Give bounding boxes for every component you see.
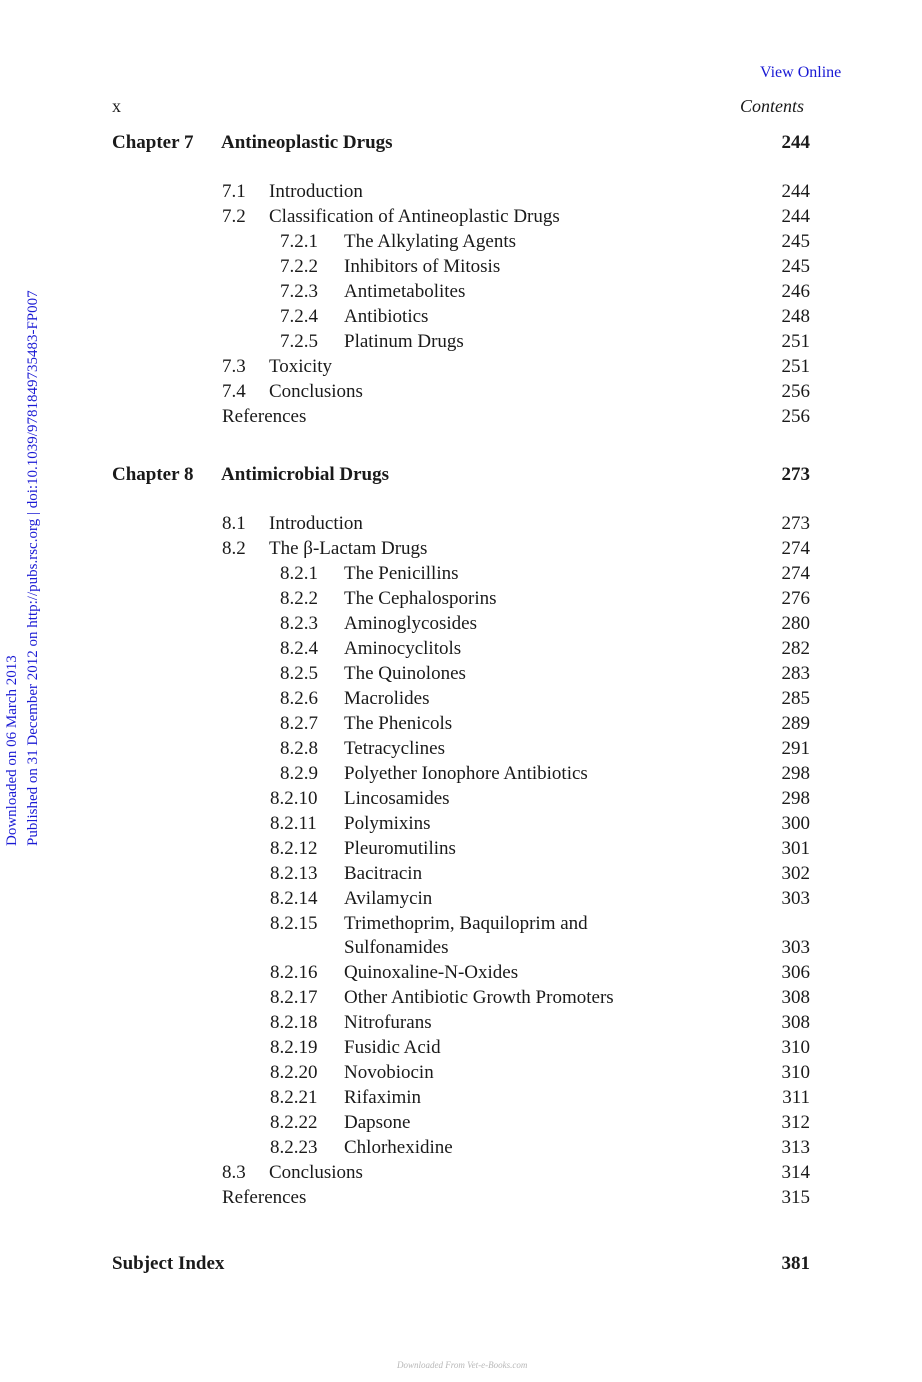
entry-title: The Penicillins [344, 562, 459, 584]
entry-title: Antimetabolites [344, 280, 466, 302]
toc-entry [0, 886, 922, 911]
running-head: Contents [740, 96, 805, 116]
entry-page: 315 [781, 1187, 810, 1209]
entry-page: 285 [781, 687, 810, 709]
toc-entry [0, 736, 922, 761]
entry-number: 7.2.4 [280, 305, 318, 327]
entry-title: The Phenicols [344, 712, 453, 734]
entry-number: 7.2.1 [280, 230, 318, 252]
entry-title: Nitrofurans [344, 1012, 432, 1034]
entry-number: 8.2.5 [280, 662, 318, 684]
toc-entry [0, 686, 922, 711]
entry-number: 8.2.21 [270, 1087, 318, 1109]
toc-entry [0, 661, 922, 686]
entry-number: 8.2.10 [270, 787, 318, 809]
view-online-link[interactable]: View Online [760, 64, 842, 81]
entry-page: 312 [781, 1112, 810, 1134]
entry-page: 291 [781, 737, 810, 759]
entry-page: 298 [781, 787, 810, 809]
entry-title: Polyether Ionophore Antibiotics [344, 762, 588, 784]
toc-entry [0, 179, 922, 204]
entry-title: The Quinolones [344, 662, 466, 684]
chapter-7-entries [0, 179, 922, 429]
toc-entry [0, 836, 922, 861]
chapter-label: Chapter 7 [112, 132, 194, 153]
entry-page: 301 [781, 837, 810, 859]
entry-title: Rifaximin [344, 1087, 422, 1109]
toc-entry [0, 1085, 922, 1110]
entry-title: The β-Lactam Drugs [269, 537, 428, 559]
entry-number: 8.2.20 [270, 1062, 318, 1084]
entry-number: 7.2 [222, 205, 246, 227]
toc-entry [0, 861, 922, 886]
entry-page: 300 [781, 812, 810, 834]
toc-entry-references [0, 404, 922, 429]
entry-number: 8.2 [222, 537, 246, 559]
entry-number: 7.3 [222, 355, 246, 377]
entry-number: 8.2.9 [280, 762, 318, 784]
entry-number: 7.4 [222, 380, 246, 402]
toc-entry [0, 611, 922, 636]
entry-page: 244 [781, 181, 810, 202]
entry-title: Macrolides [344, 687, 430, 709]
toc-entry [0, 536, 922, 561]
entry-title: Toxicity [269, 355, 333, 377]
toc-entry [0, 960, 922, 985]
entry-title: Platinum Drugs [344, 330, 464, 352]
entry-title: The Alkylating Agents [344, 230, 517, 252]
toc-entry [0, 254, 922, 279]
entry-number: 7.2.5 [280, 330, 318, 352]
entry-title: The Cephalosporins [344, 587, 497, 609]
entry-page: 256 [781, 405, 810, 427]
entry-number: 8.2.6 [280, 687, 318, 709]
chapter-8-entries [0, 511, 922, 1210]
toc-entry [0, 1010, 922, 1035]
entry-title: Quinoxaline-N-Oxides [344, 962, 519, 984]
chapter-7-heading [112, 130, 810, 155]
toc-entry-references [0, 1185, 922, 1210]
footer-watermark: Downloaded From Vet-e-Books.com [397, 1360, 528, 1370]
entry-page: 276 [781, 587, 810, 609]
entry-page: 303 [781, 887, 810, 909]
toc-entry [0, 204, 922, 229]
entry-number: 7.2.3 [280, 280, 318, 302]
page-number: x [112, 96, 121, 116]
entry-title: Sulfonamides [344, 937, 449, 959]
toc-entry [0, 1110, 922, 1135]
entry-page: 310 [781, 1037, 810, 1059]
entry-number: 7.1 [222, 181, 246, 202]
entry-page: 245 [781, 255, 810, 277]
entry-page: 280 [781, 612, 810, 634]
entry-page: 313 [781, 1137, 810, 1159]
toc-entry [0, 786, 922, 811]
entry-title: Introduction [269, 181, 363, 202]
entry-page: 274 [781, 562, 810, 584]
entry-title: Conclusions [269, 380, 363, 402]
toc-entry [0, 329, 922, 354]
entry-number: 8.3 [222, 1162, 246, 1184]
entry-title: Dapsone [344, 1112, 411, 1134]
entry-title: Lincosamides [344, 787, 450, 809]
subject-index-heading [112, 1251, 810, 1276]
toc-entry [0, 229, 922, 254]
entry-title: Chlorhexidine [344, 1137, 453, 1159]
entry-title: Conclusions [269, 1162, 363, 1184]
entry-page: 308 [781, 1012, 810, 1034]
entry-page: 282 [781, 637, 810, 659]
entry-title: Introduction [269, 513, 363, 534]
entry-title: Bacitracin [344, 862, 423, 884]
entry-title: Aminoglycosides [344, 612, 477, 634]
chapter-8-heading [112, 462, 810, 487]
entry-page: 273 [781, 513, 810, 534]
entry-page: 251 [781, 355, 810, 377]
entry-title: Classification of Antineoplastic Drugs [269, 205, 560, 227]
entry-title: Novobiocin [344, 1062, 434, 1084]
entry-title: Pleuromutilins [344, 837, 456, 859]
toc-entry [0, 586, 922, 611]
entry-number: 8.2.2 [280, 587, 318, 609]
entry-title: Avilamycin [344, 887, 433, 909]
toc-entry [0, 354, 922, 379]
entry-title: Trimethoprim, Baquiloprim and [344, 912, 588, 934]
toc-entry-continuation [0, 935, 922, 960]
entry-number: 8.2.3 [280, 612, 318, 634]
entry-page: 308 [781, 987, 810, 1009]
entry-page: 248 [781, 305, 810, 327]
chapter-page: 244 [781, 132, 810, 153]
toc-entry [0, 379, 922, 404]
entry-number: 8.2.12 [270, 837, 318, 859]
toc-entry [0, 636, 922, 661]
side-banner-published: Published on 31 December 2012 on http://pubs.rsc.org | doi:10.1039/9781849735483-FP007 [25, 290, 41, 846]
entry-title: Aminocyclitols [344, 637, 462, 659]
entry-page: 244 [781, 205, 810, 227]
toc-entry [0, 985, 922, 1010]
entry-title: References [222, 405, 307, 427]
subject-index-label: Subject Index [112, 1253, 225, 1274]
entry-page: 246 [781, 280, 810, 302]
entry-page: 302 [781, 862, 810, 884]
entry-page: 311 [782, 1087, 810, 1109]
entry-number: 8.2.14 [270, 887, 318, 909]
entry-title: Polymixins [344, 812, 431, 834]
entry-number: 8.2.7 [280, 712, 318, 734]
entry-page: 298 [781, 762, 810, 784]
toc-entry [0, 511, 922, 536]
entry-number: 8.2.23 [270, 1137, 318, 1159]
entry-number: 8.2.19 [270, 1037, 318, 1059]
entry-title: Tetracyclines [344, 737, 446, 759]
entry-title: Inhibitors of Mitosis [344, 255, 501, 277]
entry-page: 274 [781, 537, 810, 559]
chapter-page: 273 [781, 464, 810, 485]
toc-entry [0, 279, 922, 304]
toc-entry [0, 561, 922, 586]
entry-page: 314 [781, 1162, 810, 1184]
entry-title: Antibiotics [344, 305, 429, 327]
side-banner-downloaded: Downloaded on 06 March 2013 [4, 655, 20, 846]
toc-entry [0, 1160, 922, 1185]
entry-number: 8.2.18 [270, 1012, 318, 1034]
entry-number: 8.2.11 [270, 812, 317, 834]
entry-number: 8.2.15 [270, 912, 318, 934]
chapter-title: Antineoplastic Drugs [221, 132, 393, 153]
toc-entry [0, 911, 922, 936]
entry-number: 8.1 [222, 513, 246, 534]
entry-page: 256 [781, 380, 810, 402]
toc-entry [0, 711, 922, 736]
toc-entry [0, 811, 922, 836]
entry-number: 8.2.4 [280, 637, 318, 659]
entry-number: 8.2.22 [270, 1112, 318, 1134]
entry-title: Other Antibiotic Growth Promoters [344, 987, 614, 1009]
toc-entry [0, 761, 922, 786]
subject-index-page: 381 [781, 1253, 810, 1274]
entry-number: 8.2.17 [270, 987, 318, 1009]
entry-page: 306 [781, 962, 810, 984]
chapter-label: Chapter 8 [112, 464, 194, 485]
entry-page: 289 [781, 712, 810, 734]
toc-entry [0, 1060, 922, 1085]
toc-entry [0, 1035, 922, 1060]
entry-number: 8.2.8 [280, 737, 318, 759]
entry-page: 245 [781, 230, 810, 252]
entry-number: 8.2.13 [270, 862, 318, 884]
chapter-title: Antimicrobial Drugs [221, 464, 390, 485]
entry-number: 7.2.2 [280, 255, 318, 277]
entry-page: 303 [781, 937, 810, 959]
toc-entry [0, 304, 922, 329]
entry-title: References [222, 1187, 307, 1209]
entry-number: 8.2.1 [280, 562, 318, 584]
entry-title: Fusidic Acid [344, 1037, 441, 1059]
entry-page: 310 [781, 1062, 810, 1084]
entry-page: 283 [781, 662, 810, 684]
entry-number: 8.2.16 [270, 962, 318, 984]
toc-entry [0, 1135, 922, 1160]
entry-page: 251 [781, 330, 810, 352]
